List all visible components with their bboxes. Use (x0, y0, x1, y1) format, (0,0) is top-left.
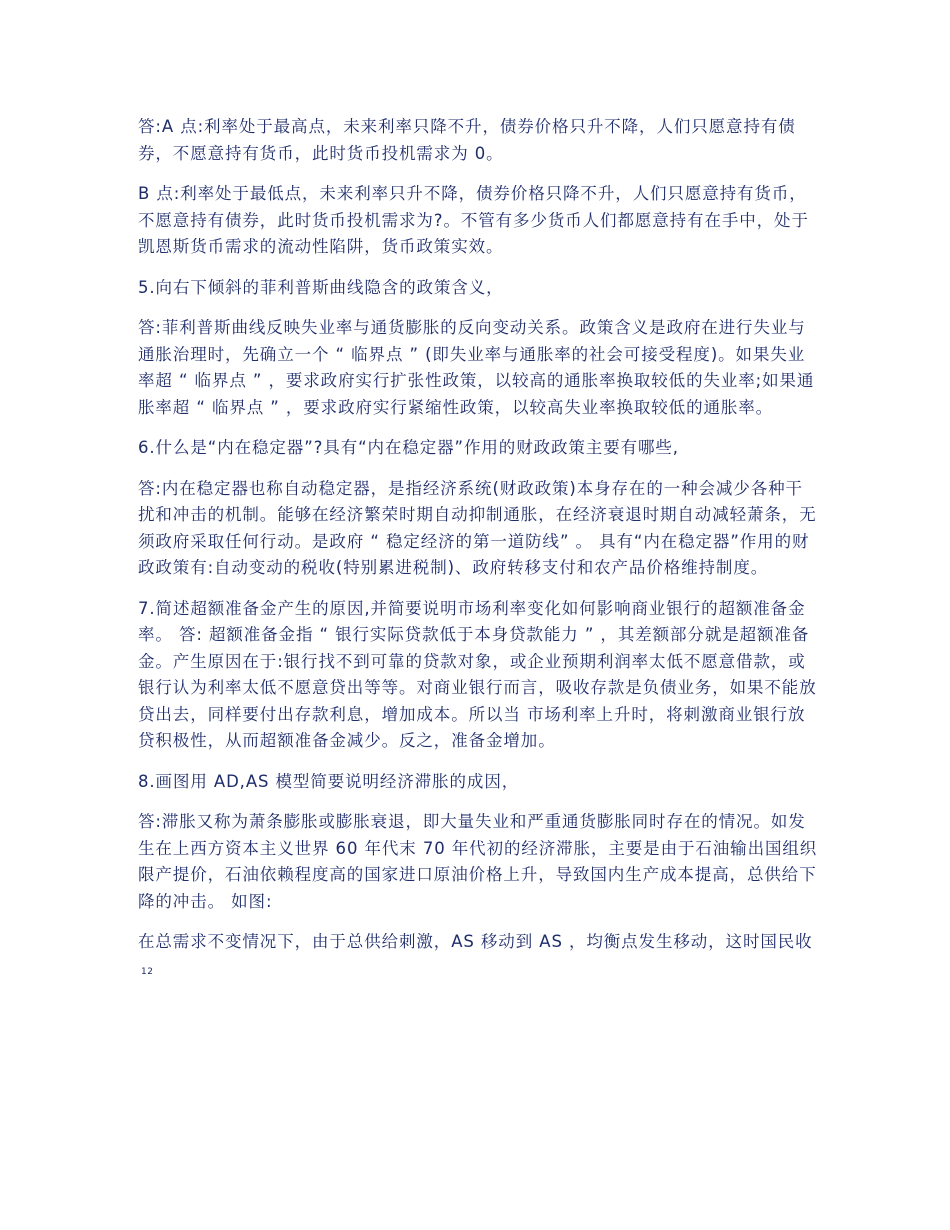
page-number: 12 (141, 966, 154, 977)
question-answer-7: 7.简述超额准备金产生的原因,并简要说明市场利率变化如何影响商业银行的超额准备金率。 答: 超额准备金指 “ 银行实际贷款低于本身贷款能力 ” ，其差额部分就是超额准备金。产生原因在于:银行找不到可靠的贷款对象，或企业预期利润率太低不愿意借款，或银行认为利率太低不愿意贷出等等。对商业银行而言，吸收存款是负债业务，如果不能放贷出去，同样要付出存款利息，增加成本。所以当 市场利率上升时，将刺激商业银行放贷积极性，从而超额准备金减少。反之，准备金增加。 (138, 598, 817, 750)
question-8: 8.画图用 AD,AS 模型简要说明经济滞胀的成因， (138, 771, 520, 791)
question-6: 6.什么是“内在稳定器”?具有“内在稳定器”作用的财政政策主要有哪些, (138, 438, 679, 457)
document-page (138, 114, 818, 999)
final-paragraph-text: 在总需求不变情况下，由于总供给刺激，AS 移动到 AS ，均衡点发生移动，这时国民收 (138, 932, 813, 951)
final-paragraph (138, 929, 818, 985)
paragraph-answer-b: B 点:利率处于最低点，未来利率只升不降，债券价格只降不升，人们只愿意持有货币，不愿意持有债券，此时货币投机需求为?。不管有多少货币人们都愿意持有在手中，处于凯恩斯货币需求的流动性陷阱，货币政策实效。 (138, 184, 809, 256)
answer-6: 答:内在稳定器也称自动稳定器，是指经济系统(财政政策)本身存在的一种会减少各种干扰和冲击的机制。能够在经济繁荣时期自动抑制通胀，在经济衰退时期自动减轻萧条，无须政府采取任何行动。是政府 “ 稳定经济的第一道防线” 。 具有“内在稳定器”作用的财政政策有:自动变动的税收(特别累进税制)、政府转移支付和农产品价格维持制度。 (138, 478, 817, 577)
paragraph-answer-a: 答:A 点:利率处于最高点，未来利率只降不升，债券价格只升不降，人们只愿意持有债券，不愿意持有货币，此时货币投机需求为 0。 (138, 117, 796, 163)
question-5: 5.向右下倾斜的菲利普斯曲线隐含的政策含义， (138, 277, 504, 297)
answer-5: 答:菲利普斯曲线反映失业率与通货膨胀的反向变动关系。政策含义是政府在进行失业与通胀治理时，先确立一个 “ 临界点 ” (即失业率与通胀率的社会可接受程度)。如果失业率超 “ 临界点 ” ，要求政府实行扩张性政策，以较高的通胀率换取较低的失业率;如果通胀率超 “ 临界点 ” ，要求政府实行紧缩性政策，以较高失业率换取较低的通胀率。 (138, 318, 815, 417)
answer-8: 答:滞胀又称为萧条膨胀或膨胀衰退，即大量失业和严重通货膨胀同时存在的情况。如发生在上西方资本主义世界 60 年代末 70 年代初的经济滞胀，主要是由于石油输出国组织限产提价，石油依赖程度高的国家进口原油价格上升，导致国内生产成本提高，总供给下降的冲击。 如图: (138, 812, 818, 911)
